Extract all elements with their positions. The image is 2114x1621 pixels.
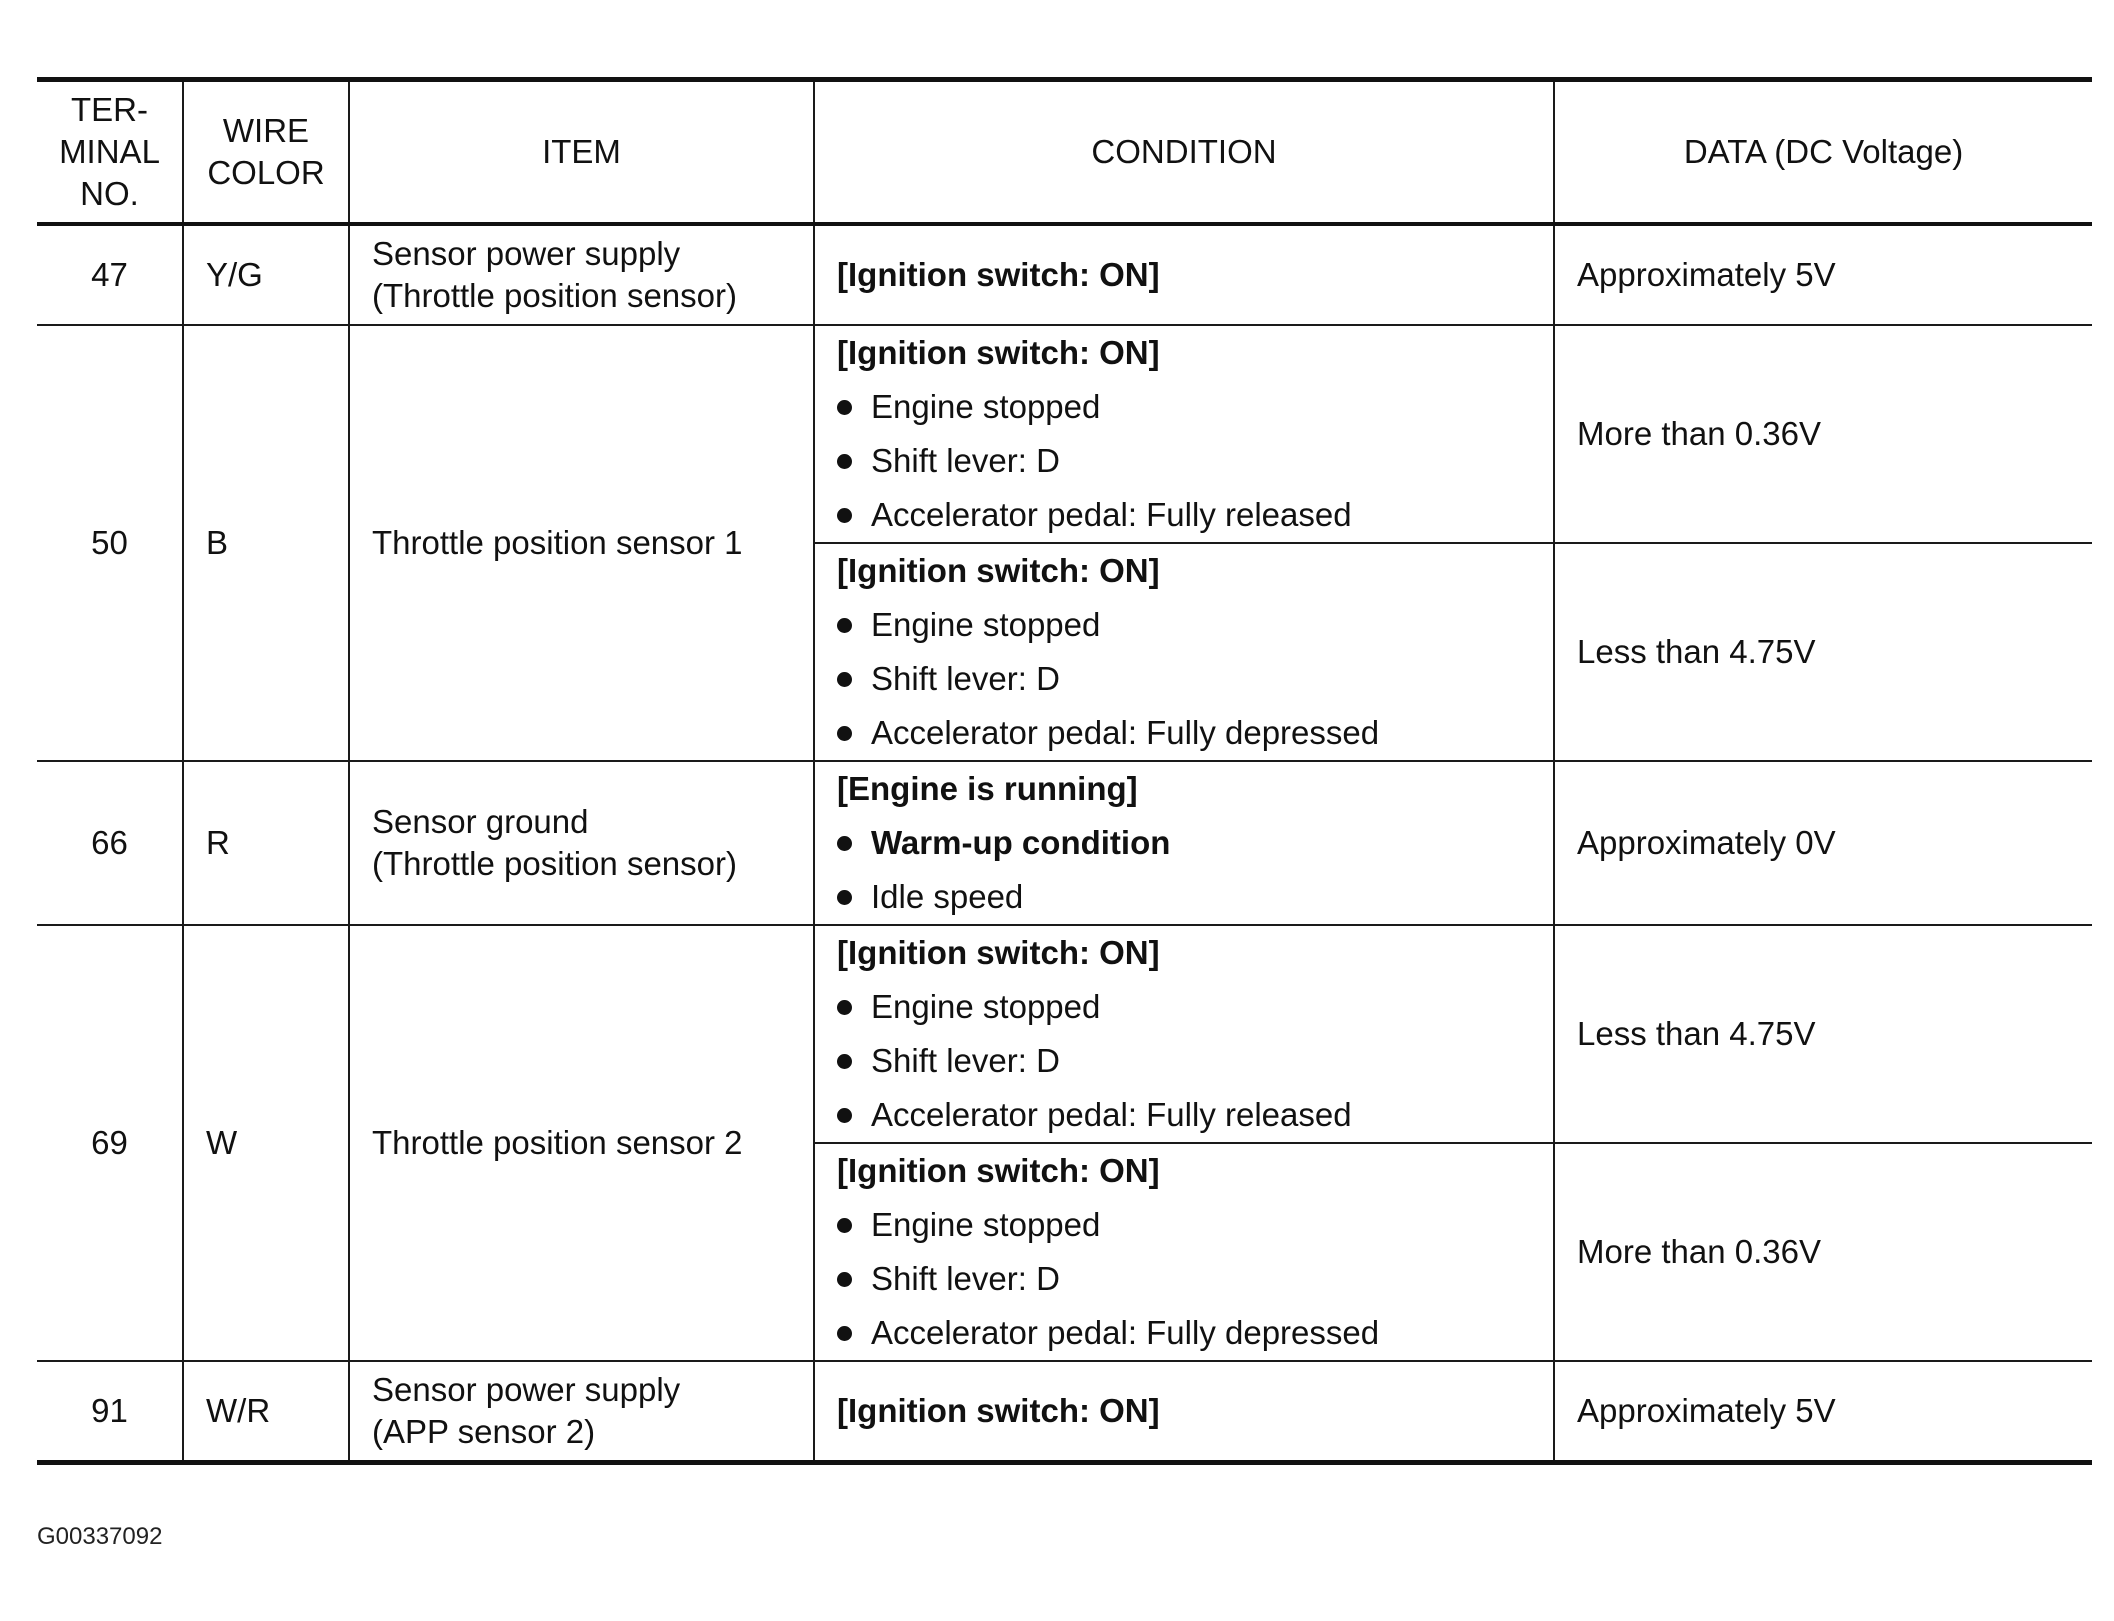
table-row <box>37 761 2092 925</box>
bullet-dot-icon <box>837 836 852 851</box>
header-terminal-line: MINAL <box>59 133 160 170</box>
voltage-data: Approximately 0V <box>1554 761 2092 925</box>
table-header-row <box>37 80 2092 225</box>
bullet-dot-icon <box>837 726 852 741</box>
voltage-data: Approximately 5V <box>1554 1361 2092 1463</box>
condition-bullet <box>837 1034 1531 1088</box>
wire-color: R <box>183 761 349 925</box>
item-line: (APP sensor 2) <box>372 1413 596 1450</box>
condition-bullet <box>837 1306 1531 1360</box>
table-row <box>37 1361 2092 1463</box>
header-data: DATA (DC Voltage) <box>1554 80 2092 225</box>
condition-bullet <box>837 870 1531 924</box>
bullet-dot-icon <box>837 618 852 633</box>
bullet-dot-icon <box>837 672 852 687</box>
condition-header: [Ignition switch: ON] <box>837 256 1160 293</box>
table-body <box>37 224 2092 1463</box>
item-line: Sensor power supply <box>372 1371 681 1408</box>
condition-bullet <box>837 598 1531 652</box>
terminal-spec-sheet <box>37 77 2092 1465</box>
header-wire-line: COLOR <box>207 154 325 191</box>
header-item: ITEM <box>349 80 814 225</box>
header-wire-line: WIRE <box>222 112 310 149</box>
voltage-data: More than 0.36V <box>1554 1143 2092 1361</box>
condition-bullet-text: Engine stopped <box>871 1206 1101 1243</box>
condition-bullet-text: Accelerator pedal: Fully released <box>871 1096 1352 1133</box>
condition-bullet-text: Accelerator pedal: Fully depressed <box>871 714 1380 751</box>
wire-color: B <box>183 325 349 761</box>
item-description <box>349 761 814 925</box>
condition-bullet-text: Warm-up condition <box>871 824 1171 861</box>
bullet-dot-icon <box>837 1000 852 1015</box>
condition-header: [Engine is running] <box>837 770 1138 807</box>
item-line: (Throttle position sensor) <box>372 845 737 882</box>
item-line: Throttle position sensor 2 <box>372 1124 743 1161</box>
item-description <box>349 1361 814 1463</box>
condition-bullet <box>837 1198 1531 1252</box>
condition-bullet <box>837 816 1531 870</box>
voltage-data: Less than 4.75V <box>1554 925 2092 1143</box>
bullet-dot-icon <box>837 1108 852 1123</box>
item-description <box>349 224 814 325</box>
item-line: Sensor ground <box>372 803 589 840</box>
header-condition: CONDITION <box>814 80 1554 225</box>
condition-bullet-text: Idle speed <box>871 878 1024 915</box>
condition-bullet-text: Engine stopped <box>871 606 1101 643</box>
condition-header: [Ignition switch: ON] <box>837 1152 1160 1189</box>
item-description <box>349 325 814 761</box>
bullet-dot-icon <box>837 454 852 469</box>
condition-bullet <box>837 1088 1531 1142</box>
condition-bullet-text: Accelerator pedal: Fully depressed <box>871 1314 1380 1351</box>
condition-bullet <box>837 706 1531 760</box>
condition-bullet-text: Shift lever: D <box>871 1260 1060 1297</box>
bullet-dot-icon <box>837 1326 852 1341</box>
wire-color: Y/G <box>183 224 349 325</box>
table-row <box>37 224 2092 325</box>
condition-bullet <box>837 488 1531 542</box>
condition-bullet <box>837 380 1531 434</box>
bullet-dot-icon <box>837 1054 852 1069</box>
condition-cell <box>814 1143 1554 1361</box>
item-description <box>349 925 814 1361</box>
ecm-terminal-table <box>37 77 2092 1465</box>
condition-cell <box>814 1361 1554 1463</box>
condition-header: [Ignition switch: ON] <box>837 334 1160 371</box>
header-terminal-line: NO. <box>80 175 139 212</box>
condition-header: [Ignition switch: ON] <box>837 1392 1160 1429</box>
terminal-number: 69 <box>37 925 183 1361</box>
condition-bullet-text: Engine stopped <box>871 388 1101 425</box>
bullet-dot-icon <box>837 1272 852 1287</box>
terminal-number: 47 <box>37 224 183 325</box>
condition-bullet-text: Accelerator pedal: Fully released <box>871 496 1352 533</box>
figure-id: G00337092 <box>37 1523 163 1550</box>
terminal-number: 66 <box>37 761 183 925</box>
table-row <box>37 325 2092 543</box>
bullet-dot-icon <box>837 400 852 415</box>
wire-color: W/R <box>183 1361 349 1463</box>
condition-bullet-text: Shift lever: D <box>871 660 1060 697</box>
item-line: (Throttle position sensor) <box>372 277 737 314</box>
bullet-dot-icon <box>837 890 852 905</box>
header-terminal-line: TER- <box>71 91 148 128</box>
voltage-data: More than 0.36V <box>1554 325 2092 543</box>
condition-bullet <box>837 652 1531 706</box>
condition-cell <box>814 224 1554 325</box>
condition-cell <box>814 761 1554 925</box>
condition-bullet-text: Shift lever: D <box>871 442 1060 479</box>
terminal-number: 50 <box>37 325 183 761</box>
condition-header: [Ignition switch: ON] <box>837 552 1160 589</box>
condition-header: [Ignition switch: ON] <box>837 934 1160 971</box>
header-terminal-no <box>37 80 183 225</box>
bullet-dot-icon <box>837 508 852 523</box>
condition-bullet-text: Shift lever: D <box>871 1042 1060 1079</box>
header-wire-color <box>183 80 349 225</box>
condition-bullet <box>837 1252 1531 1306</box>
item-line: Sensor power supply <box>372 235 681 272</box>
table-row <box>37 925 2092 1143</box>
voltage-data: Less than 4.75V <box>1554 543 2092 761</box>
condition-cell <box>814 925 1554 1143</box>
terminal-number: 91 <box>37 1361 183 1463</box>
condition-bullet-text: Engine stopped <box>871 988 1101 1025</box>
condition-cell <box>814 543 1554 761</box>
condition-bullet <box>837 434 1531 488</box>
item-line: Throttle position sensor 1 <box>372 524 743 561</box>
condition-bullet <box>837 980 1531 1034</box>
bullet-dot-icon <box>837 1218 852 1233</box>
condition-cell <box>814 325 1554 543</box>
wire-color: W <box>183 925 349 1361</box>
voltage-data: Approximately 5V <box>1554 224 2092 325</box>
